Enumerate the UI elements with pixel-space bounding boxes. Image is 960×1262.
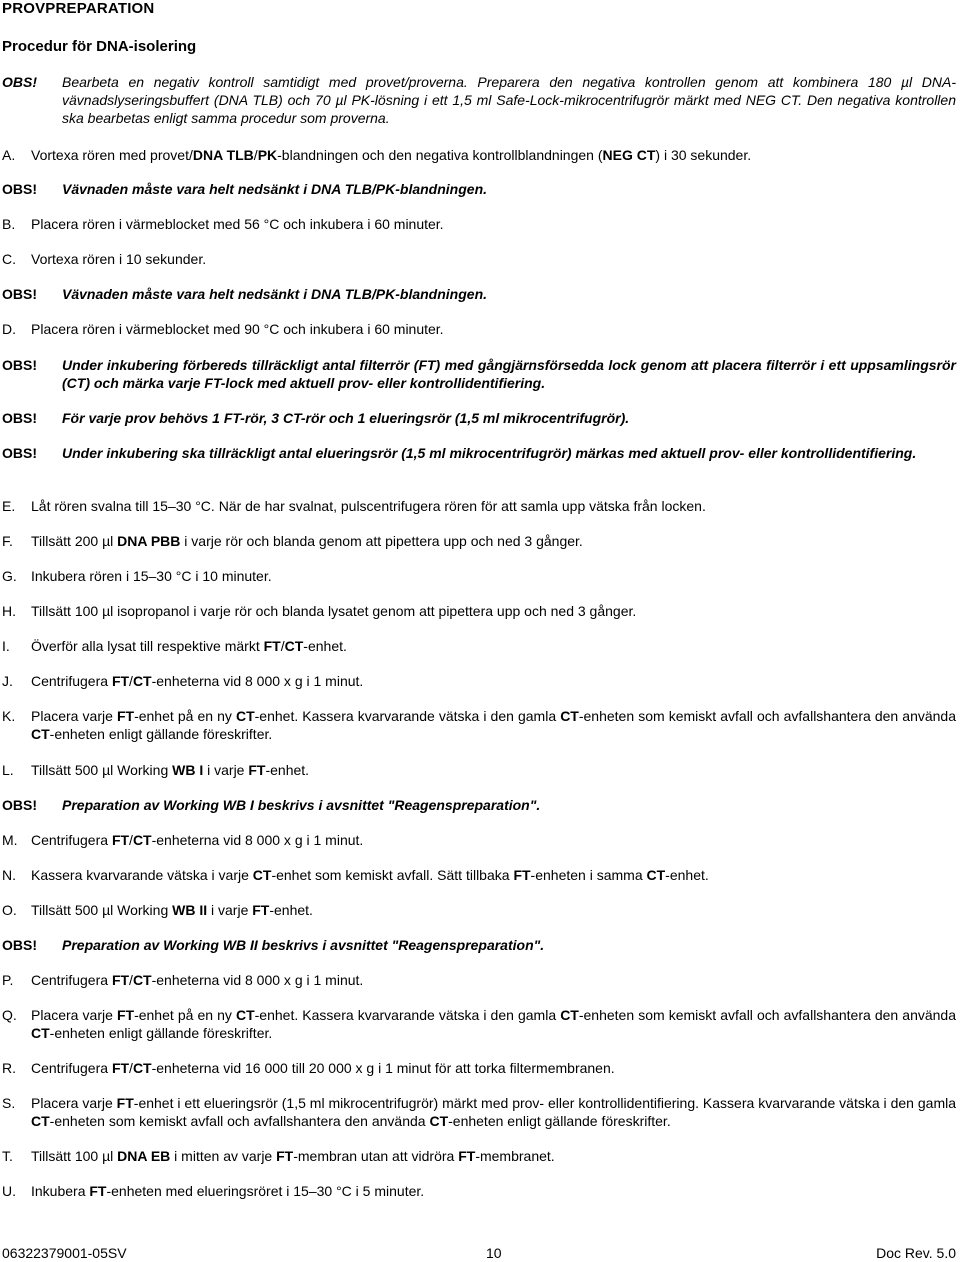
obs-label: OBS! xyxy=(2,357,37,373)
step-label: C. xyxy=(2,251,16,267)
step-label: F. xyxy=(2,533,13,549)
obs-text: Vävnaden måste vara helt nedsänkt i DNA TLB/PK-blandningen. xyxy=(62,286,488,302)
obs-label: OBS! xyxy=(2,797,37,813)
obs-text: Preparation av Working WB II beskrivs i avsnittet "Reagenspreparation". xyxy=(62,937,545,953)
step-label: P. xyxy=(2,972,14,988)
obs-text: Under inkubering ska tillräckligt antal elueringsrör (1,5 ml mikrocentrifugrör) märkas med aktuell prov- eller kontrollidentifiering. xyxy=(62,445,917,461)
step-label: L. xyxy=(2,762,14,778)
obs-label: OBS! xyxy=(2,181,37,197)
step-text: Placera rören i värmeblocket med 56 °C och inkubera i 60 minuter. xyxy=(31,216,444,232)
step-label: K. xyxy=(2,708,16,724)
step-label: J. xyxy=(2,673,13,689)
step-text: Centrifugera FT/CT-enheterna vid 16 000 till 20 000 x g i 1 minut för att torka filtermembranen. xyxy=(31,1060,615,1076)
step-text: Vortexa rören i 10 sekunder. xyxy=(31,251,207,267)
step-k xyxy=(0,707,956,743)
obs-text: Vävnaden måste vara helt nedsänkt i DNA TLB/PK-blandningen. xyxy=(62,181,488,197)
footer-doc-number: 06322379001-05SV xyxy=(2,1245,127,1261)
step-text: Inkubera rören i 15–30 °C i 10 minuter. xyxy=(31,568,272,584)
step-label: U. xyxy=(2,1183,16,1199)
step-text: Tillsätt 100 µl isopropanol i varje rör och blanda lysatet genom att pipettera upp och ned 3 gånger. xyxy=(31,603,637,619)
step-label: O. xyxy=(2,902,17,918)
obs-note-intro xyxy=(0,73,956,127)
step-text: Låt rören svalna till 15–30 °C. När de har svalnat, pulscentrifugera rören för att samla upp vätska från locken. xyxy=(31,498,706,514)
step-label: I. xyxy=(2,638,10,654)
step-text: Placera varje FT-enhet i ett elueringsrör (1,5 ml mikrocentrifugrör) märkt med prov- eller kontrollidentifiering. Kassera kvarvarande vätska i den gamla CT-enheten som kemiskt avfall och avfallshantera den använda CT-enheten enligt gällande föreskrifter. xyxy=(31,1095,956,1129)
step-text: Placera varje FT-enhet på en ny CT-enhet. Kassera kvarvarande vätska i den gamla CT-enheten som kemiskt avfall och avfallshantera den använda CT-enheten enligt gällande föreskrifter. xyxy=(31,708,957,742)
step-text: Tillsätt 100 µl DNA EB i mitten av varje FT-membran utan att vidröra FT-membranet. xyxy=(31,1148,555,1164)
step-text: Tillsätt 500 µl Working WB I i varje FT-enhet. xyxy=(31,762,310,778)
step-text: Placera rören i värmeblocket med 90 °C och inkubera i 60 minuter. xyxy=(31,321,444,337)
step-label: D. xyxy=(2,321,16,337)
step-text: Vortexa rören med provet/DNA TLB/PK-blandningen och den negativa kontrollblandningen (NEG CT) i 30 sekunder. xyxy=(31,147,752,163)
obs-text: Under inkubering förbereds tillräckligt antal filterrör (FT) med gångjärnsförsedda lock genom att placera filterrör i ett uppsamlingsrör (CT) och märka varje FT-lock med aktuell prov- eller kontrollidentifiering. xyxy=(62,357,956,391)
step-label: N. xyxy=(2,867,16,883)
step-label: H. xyxy=(2,603,16,619)
step-text: Placera varje FT-enhet på en ny CT-enhet. Kassera kvarvarande vätska i den gamla CT-enheten som kemiskt avfall och avfallshantera den använda CT-enheten enligt gällande föreskrifter. xyxy=(31,1007,957,1041)
step-label: Q. xyxy=(2,1007,17,1023)
step-text: Tillsätt 200 µl DNA PBB i varje rör och blanda genom att pipettera upp och ned 3 gånger. xyxy=(31,533,583,549)
obs-label: OBS! xyxy=(2,410,37,426)
step-text: Centrifugera FT/CT-enheterna vid 8 000 x g i 1 minut. xyxy=(31,673,364,689)
step-label: E. xyxy=(2,498,16,514)
step-s xyxy=(0,1094,956,1130)
step-text: Tillsätt 500 µl Working WB II i varje FT-enhet. xyxy=(31,902,313,918)
obs-label: OBS! xyxy=(2,286,37,302)
step-text: Överför alla lysat till respektive märkt FT/CT-enhet. xyxy=(31,638,347,654)
step-text: Centrifugera FT/CT-enheterna vid 8 000 x g i 1 minut. xyxy=(31,972,364,988)
obs-text: Preparation av Working WB I beskrivs i avsnittet "Reagenspreparation". xyxy=(62,797,541,813)
step-text: Kassera kvarvarande vätska i varje CT-enhet som kemiskt avfall. Sätt tillbaka FT-enheten i samma CT-enhet. xyxy=(31,867,709,883)
step-text: Centrifugera FT/CT-enheterna vid 8 000 x g i 1 minut. xyxy=(31,832,364,848)
obs-text: För varje prov behövs 1 FT-rör, 3 CT-rör och 1 elueringsrör (1,5 ml mikrocentrifugrör). xyxy=(62,410,630,426)
step-label: A. xyxy=(2,147,16,163)
obs-note-3 xyxy=(0,356,956,392)
section-title: PROVPREPARATION xyxy=(2,0,155,17)
step-label: S. xyxy=(2,1095,16,1111)
section-subtitle: Procedur för DNA-isolering xyxy=(2,38,197,55)
step-label: T. xyxy=(2,1148,13,1164)
step-label: G. xyxy=(2,568,17,584)
obs-label: OBS! xyxy=(2,74,37,90)
footer-doc-rev: Doc Rev. 5.0 xyxy=(876,1245,956,1261)
step-label: M. xyxy=(2,832,18,848)
obs-label: OBS! xyxy=(2,445,37,461)
step-text: Inkubera FT-enheten med elueringsröret i 15–30 °C i 5 minuter. xyxy=(31,1183,425,1199)
step-label: B. xyxy=(2,216,16,232)
footer-page-number: 10 xyxy=(486,1245,502,1261)
step-label: R. xyxy=(2,1060,16,1076)
step-q xyxy=(0,1006,956,1042)
obs-text: Bearbeta en negativ kontroll samtidigt med provet/proverna. Preparera den negativa kontrollen genom att kombinera 180 µl DNA-vävnadslyseringsbuffert (DNA TLB) och 70 µl PK-lösning i ett 1,5 ml Safe-Lock-mikrocentrifugrör märkt med NEG CT. Den negativa kontrollen ska bearbetas enligt samma procedur som proverna. xyxy=(62,74,956,126)
obs-label: OBS! xyxy=(2,937,37,953)
obs-note-5 xyxy=(0,444,956,480)
